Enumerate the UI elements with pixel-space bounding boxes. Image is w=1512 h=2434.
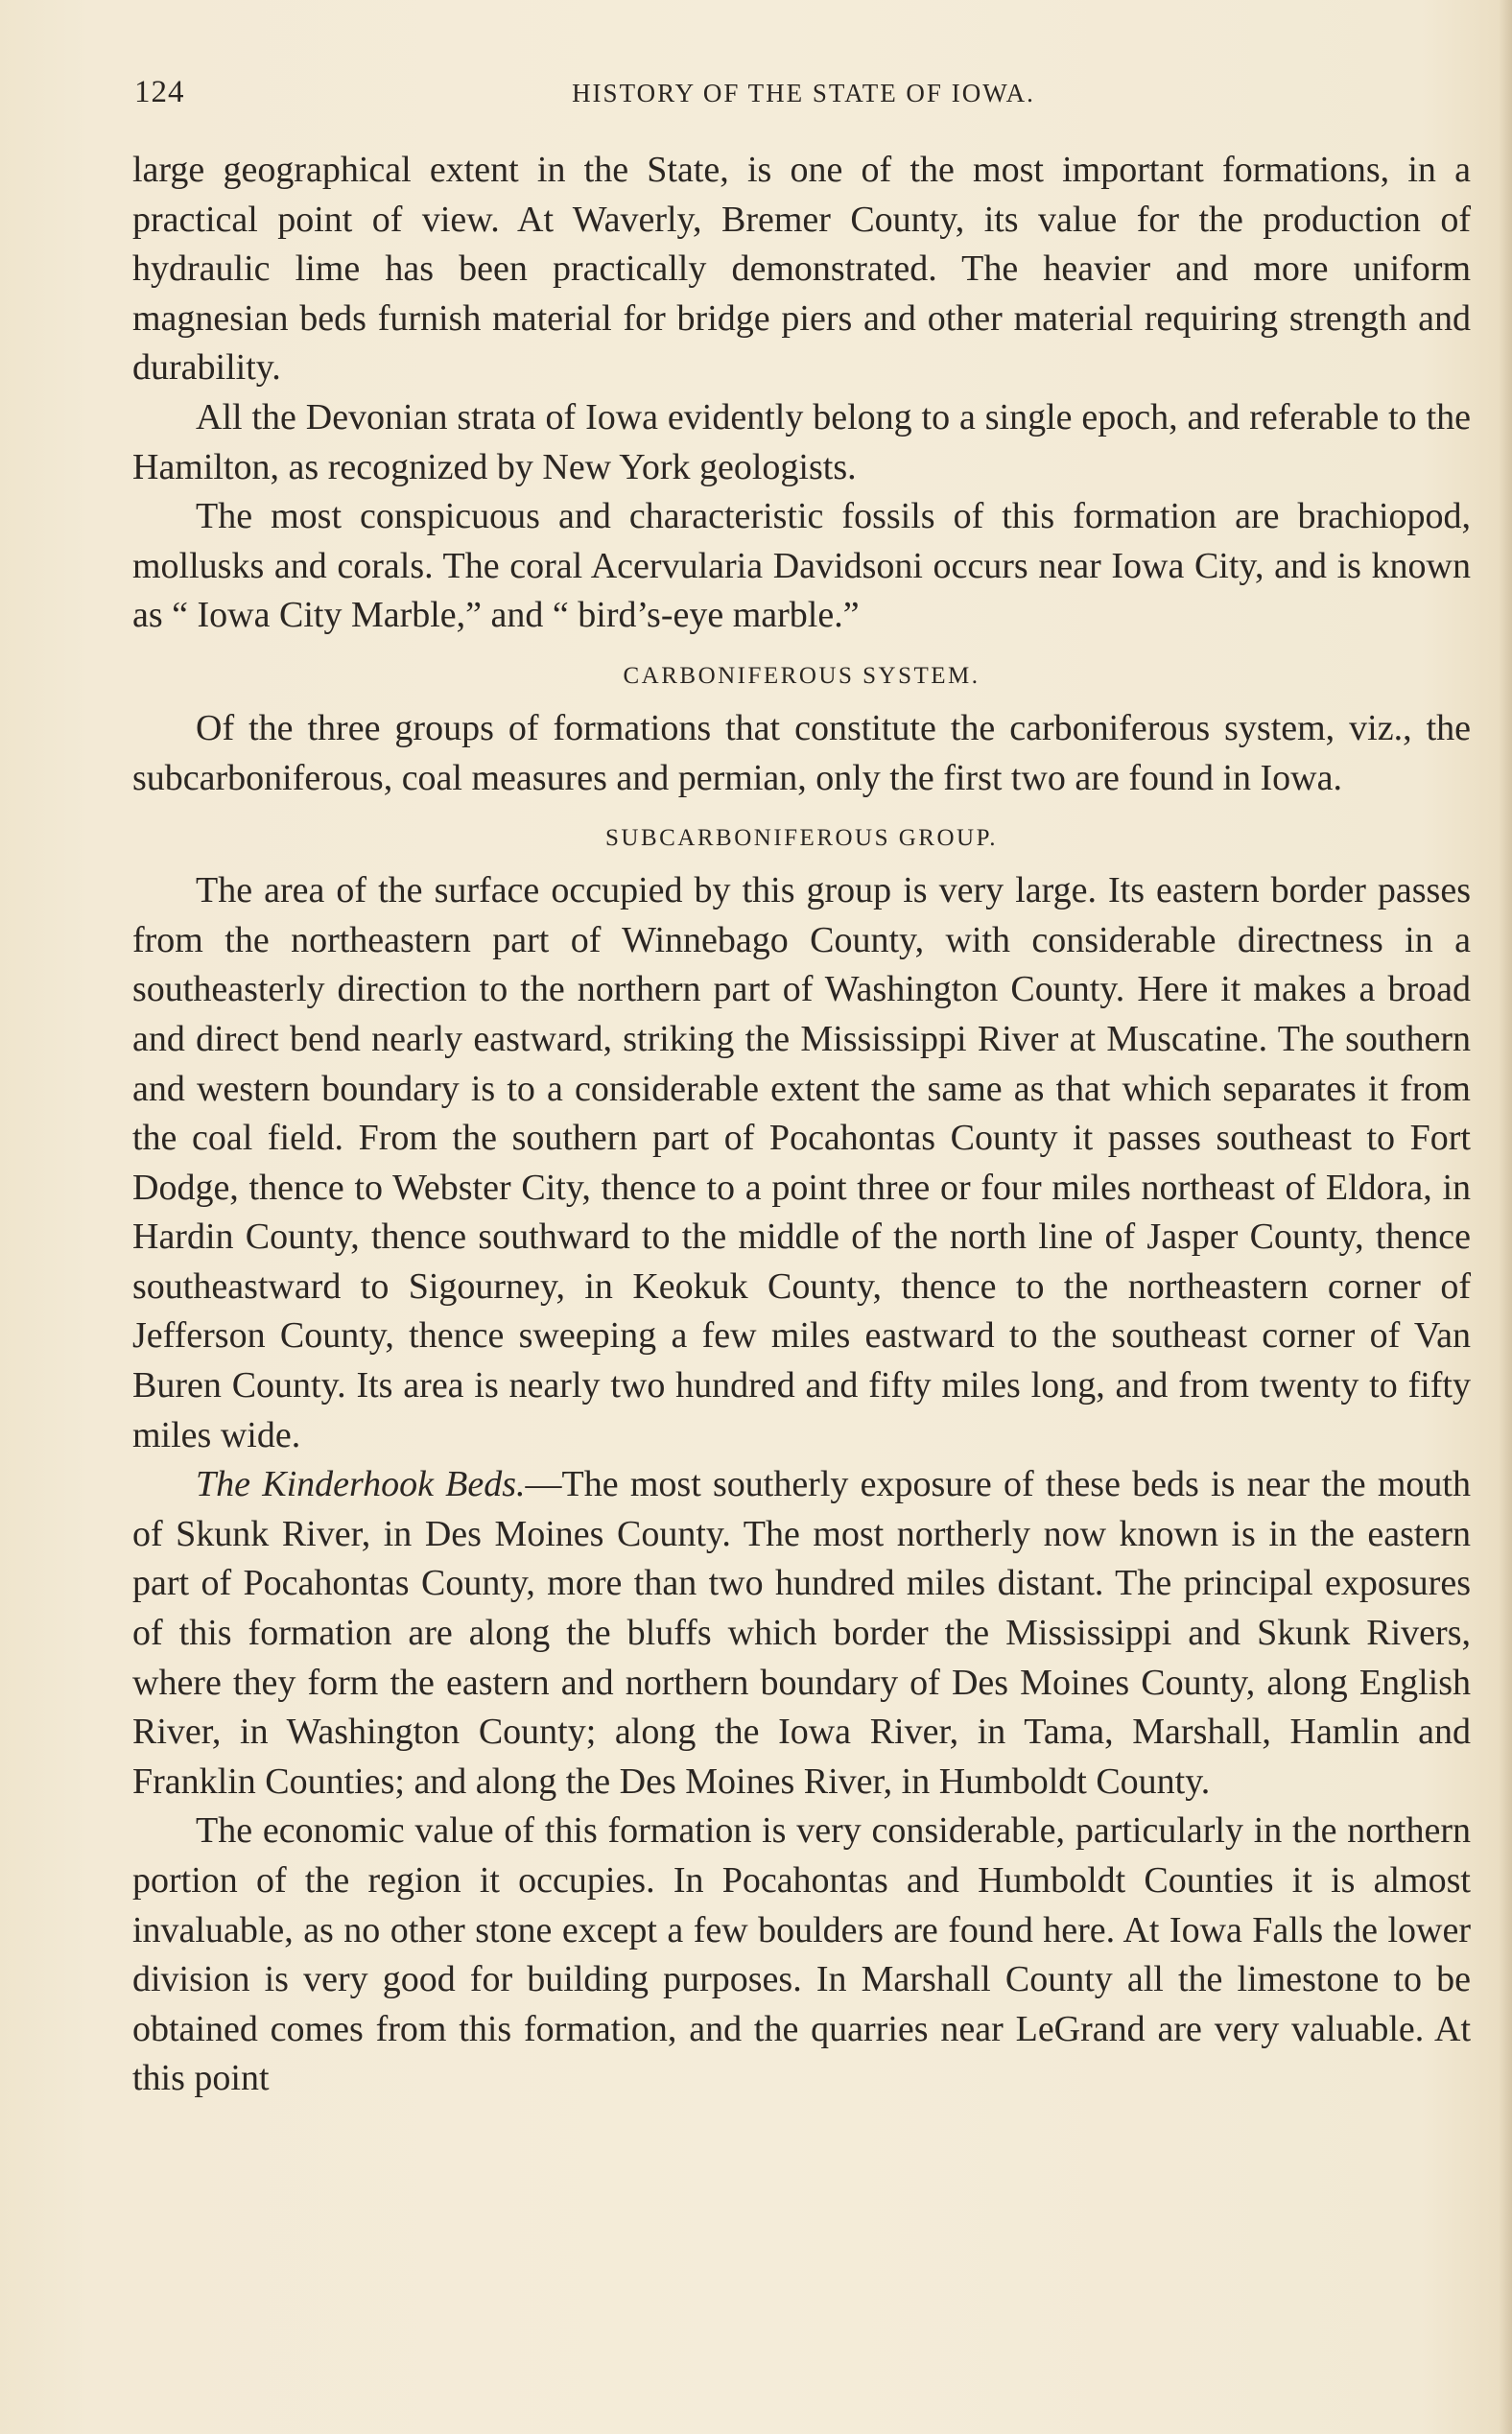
page-number: 124 [134,75,185,109]
paragraph-devonian-strata: All the Devonian strata of Iowa evidently belong to a single epoch, and referable to the Hamilton, as recognized by New York geologists. [132,396,1471,487]
body-text [132,146,1471,2104]
paragraph-carboniferous-groups: Of the three groups of formations that constitute the carboniferous system, viz., the subcarboniferous, coal measures and permian, only the first two are found in Iowa. [132,707,1471,798]
paragraph-subcarboniferous-area: The area of the surface occupied by this group is very large. Its eastern border passes from the northeastern part of Winnebago County, with considerable directness in a southeasterly direction to the northern part of Washington County. Here it makes a broad and direct bend nearly eastward, striking the Mississippi River at Muscatine. The southern and western boundary is to a considerable extent the same as that which separates it from the coal field. From the southern part of Pocahontas County it passes southeast to Fort Dodge, thence to Webster City, thence to a point three or four miles northeast of Eldora, in Hardin County, thence southward to the middle of the north line of Jasper County, thence southeastward to Sigourney, in Keokuk County, thence to the northeastern corner of Jefferson County, thence sweeping a few miles eastward to the southeast corner of Van Buren County. Its area is nearly two hundred and fifty miles long, and from twenty to fifty miles wide. [132,870,1471,1455]
page-header [134,75,1473,113]
paragraph-economic-value: The economic value of this formation is very considerable, particularly in the northern portion of the region it occupies. In Pocahontas and Humboldt Counties it is almost invaluable, as no other stone except a few boulders are found here. At Iowa Falls the lower division is very good for building purposes. In Marshall County all the limestone to be obtained comes from this formation, and the quarries near LeGrand are very valuable. At this point [132,1810,1471,2099]
paragraph-fossils: The most conspicuous and characteristic fossils of this formation are brachiopod, mollusks and corals. The coral Acervularia Davidsoni occurs near Iowa City, and is known as “ Iowa City Marble,” and “ bird’s-eye marble.” [132,496,1471,636]
kinderhook-beds-text: —The most southerly exposure of these beds is near the mouth of Skunk River, in Des Moines County. The most northerly now known is in the eastern part of Pocahontas County, more than two hundred miles distant. The principal exposures of this formation are along the bluffs which border the Mississippi and Skunk Rivers, where they form the eastern and northern boundary of Des Moines County, along English River, in Washington County; along the Iowa River, in Tama, Marshall, Hamlin and Franklin Counties; and along the Des Moines River, in Humboldt County. [132,1464,1471,1802]
heading-carboniferous-system: CARBONIFEROUS SYSTEM. [623,662,980,689]
kinderhook-beds-lead: The Kinderhook Beds. [196,1464,526,1505]
heading-subcarboniferous-group: SUBCARBONIFEROUS GROUP. [605,825,998,852]
paragraph-continued: large geographical extent in the State, is one of the most important formations, in a practical point of view. At Waverly, Bremer County, its value for the production of hydraulic lime has been practically demonstrated. The heavier and more uniform magnesian beds furnish material for bridge piers and other material requiring strength and durability. [132,150,1471,389]
running-title: HISTORY OF THE STATE OF IOWA. [572,79,1035,107]
page-edge-shadow [1499,0,1512,2434]
paragraph-kinderhook-beds [132,1460,1471,1807]
